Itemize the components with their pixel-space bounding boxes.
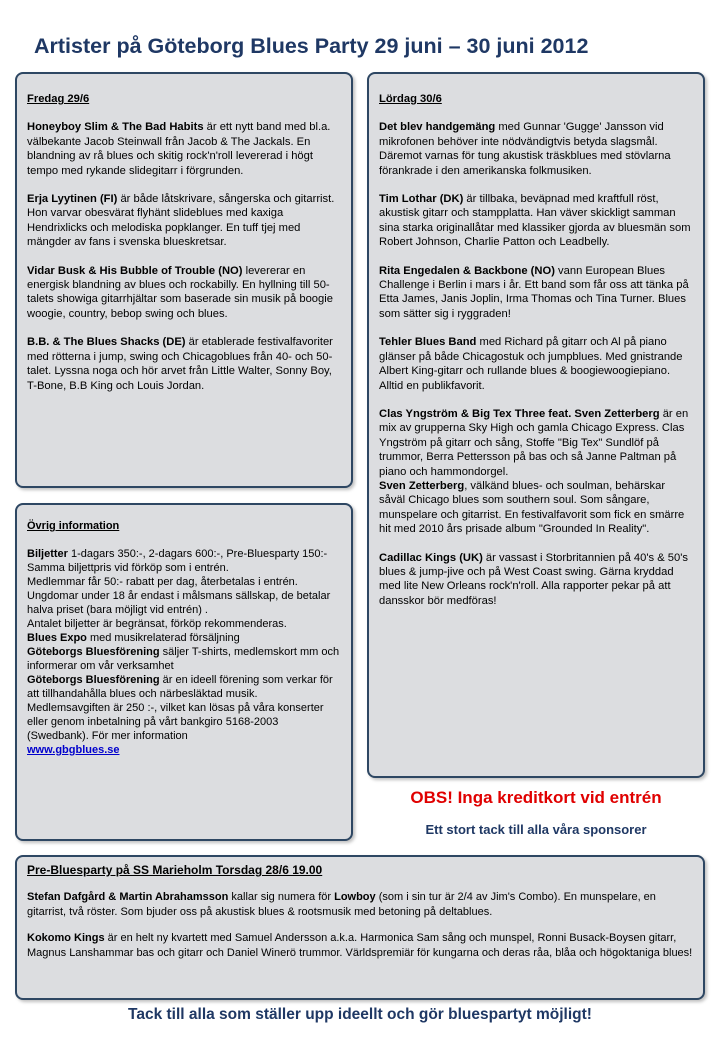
info-box: [15, 503, 353, 841]
act-description: med Richard på gitarr och Al på piano glänser på både Chicagostuk och jumpblues. Med gnistrande Albert King-gitarr och rullande blues & boogiewoogiepiano. Alltid en publikfavorit.: [379, 336, 683, 392]
act-name: Vidar Busk & His Bubble of Trouble (NO): [27, 264, 243, 277]
act-description: kallar sig numera för: [228, 891, 335, 904]
act-name: Stefan Dafgård: [27, 891, 106, 904]
friday-act: [27, 120, 341, 178]
act-name: Honeyboy Slim & The Bad Habits: [27, 121, 204, 134]
tickets-label: Biljetter: [27, 548, 68, 560]
friday-act: [27, 264, 341, 322]
act-name: Clas Yngström & Big Tex Three feat. Sven Zetterberg: [379, 407, 660, 420]
friday-box: [15, 72, 353, 488]
preparty-box: [15, 855, 705, 1000]
footer-thanks: Tack till alla som ställer upp ideellt och gör bluespartyt möjligt!: [128, 1006, 592, 1023]
saturday-box: [367, 72, 705, 778]
association-text: är en ideell förening som verkar för att tillhandahålla blues och närbesläktad musik. Medlemsavgiften är 250 :-, vilket kan lösas på våra konserter eller genom inbetalning på vårt bankgiro 5168-2003 (Swedbank). För mer information: [27, 674, 333, 742]
act-name: Cadillac Kings (UK): [379, 551, 483, 564]
saturday-act: [379, 192, 693, 250]
act-description: är tillbaka, beväpnad med kraftfull röst, akustisk gitarr och stampplatta. Han väver skickligt samman sina starka originallåtar med klassiker gjorda av bluesmän som Robert Johnson, Charlie Patton och Leadbelly.: [379, 193, 691, 249]
act-name: Tim Lothar (DK): [379, 193, 464, 206]
preparty-act: [27, 890, 693, 919]
friday-act: [27, 335, 341, 393]
act-description: vann European Blues Challenge i Berlin i mars i år. Ett band som får oss att tänka på Etta James, Janis Joplin, Irma Thomas och Tina Turner. Blues som sätter sig i ryggraden!: [379, 264, 689, 320]
credit-card-notice: OBS! Inga kreditkort vid entrén: [410, 788, 662, 807]
expo-text: med musikrelaterad försäljning: [86, 632, 240, 644]
association-label: Göteborgs Bluesförening: [27, 674, 160, 686]
friday-heading: Fredag 29/6: [27, 93, 90, 105]
sponsor-thanks: Ett stort tack till alla våra sponsorer: [425, 822, 647, 837]
saturday-act: [379, 120, 693, 178]
tickets-text: 1-dagars 350:-, 2-dagars 600:-, Pre-Bluesparty 150:-: [67, 548, 328, 560]
act-name: Lowboy: [334, 891, 376, 904]
act-description: med Gunnar 'Gugge' Jansson vid mikrofonen behöver inte nödvändigtvis betyda slagsmål. Däremot varnas för tung akustisk träskblues med stövlarna förankrade i den amerikanska folkmusiken.: [379, 121, 671, 177]
act-description: är både låtskrivare, sångerska och gitarrist. Hon varvar obesvärat flyhänt slideblues med kaxiga Hendrixlicks och melodiska popklanger. En tuff tjej med mängder av fans i svenska blueskretsar.: [27, 193, 335, 249]
saturday-heading: Lördag 30/6: [379, 93, 442, 105]
info-body: [27, 547, 341, 757]
page-title: Artister på Göteborg Blues Party 29 juni – 30 juni 2012: [34, 34, 589, 58]
act-description: är ett nytt band med bl.a. välbekante Jacob Steinwall från Jacob & The Jackals. En blandning av rå blues och skitig rock'n'roll levererad i högt tempo med rykande slidegitarr i förgrunden.: [27, 121, 331, 177]
act-name: Martin Abrahamsson: [119, 891, 229, 904]
association-text: säljer T-shirts, medlemskort mm och informerar om vår verksamhet: [27, 646, 340, 672]
act-description: (som i sin tur är 2/4 av Jim's Combo). En munspelare, en gitarrist, två röster. Som bjuder oss på akustisk blues & rootsmusik med betoning på deltablues.: [27, 891, 656, 918]
saturday-act: [379, 264, 693, 322]
info-line: Antalet biljetter är begränsat, förköp rekommenderas.: [27, 618, 287, 630]
act-description: är en mix av grupperna Sky High och gamla Chicago Express. Clas Yngström på gitarr och sång, Stoffe "Big Tex" Sundlöf på trummor, Berra Pettersson på bas och så Janne Paltman på piano och hammondorgel.: [379, 407, 689, 478]
act-name-separator: &: [105, 891, 120, 904]
act-description: levererar en energisk blandning av blues och rockabilly. En hyllning till 50-talets showiga gitarrhjältar som baserade sin musik på boogie woogie, country, bebop swing och blues.: [27, 264, 333, 320]
info-heading: Övrig information: [27, 520, 120, 532]
act-name: Rita Engedalen & Backbone (NO): [379, 264, 555, 277]
preparty-act: [27, 931, 693, 960]
saturday-act: [379, 551, 693, 609]
saturday-act: [379, 335, 693, 393]
act-description: är en helt ny kvartett med Samuel Andersson a.k.a. Harmonica Sam sång och munspel, Ronni Busack-Boysen gitarr, Magnus Lanshammar bas och gitarr och Daniel Winerö trummor. Världspremiär för kungarna och deras råa, blåa och högoktaniga blues!: [27, 932, 693, 959]
act-description: , välkänd blues- och soulman, behärskar såväl Chicago blues som southern soul. Som sångare, munspelare och gitarrist. En festivalfavorit som fick en smärre hit med 2010 års prisade album "Grounded In Reality".: [379, 479, 685, 536]
act-description: är etablerade festivalfavoriter med rötterna i jump, swing och Chicagoblues från 40- och 50-talet. Lyssna noga och hör arvet från Little Walter, Sonny Boy, T-Bone, B.B King och Louis Jordan.: [27, 336, 333, 392]
saturday-act: [379, 407, 693, 537]
act-name: Det blev handgemäng: [379, 121, 496, 134]
info-line: Medlemmar får 50:- rabatt per dag, återbetalas i entrén.: [27, 576, 298, 588]
preparty-heading: Pre-Bluesparty på SS Marieholm Torsdag 28/6 19.00: [27, 863, 323, 877]
association-label: Göteborgs Bluesförening: [27, 646, 160, 658]
act-description: är vassast i Storbritannien på 40's & 50's blues & jump-jive och på West Coast swing. Gärna kryddad med lite New Orleans rock'n'roll. Alla rapporter pekar på att dansskor bör medföras!: [379, 551, 688, 607]
friday-act: [27, 192, 341, 250]
expo-label: Blues Expo: [27, 632, 87, 644]
info-line: Samma biljettpris vid förköp som i entrén.: [27, 562, 229, 574]
act-name: Erja Lyytinen (FI): [27, 193, 118, 206]
website-link[interactable]: www.gbgblues.se: [27, 744, 120, 756]
act-name: B.B. & The Blues Shacks (DE): [27, 336, 186, 349]
act-name: Kokomo Kings: [27, 932, 105, 945]
act-name: Tehler Blues Band: [379, 336, 477, 349]
act-name: Sven Zetterberg: [379, 479, 465, 492]
info-line: Ungdomar under 18 år endast i målsmans sällskap, de betalar halva priset (bara möjligt vid entrén) .: [27, 590, 331, 616]
